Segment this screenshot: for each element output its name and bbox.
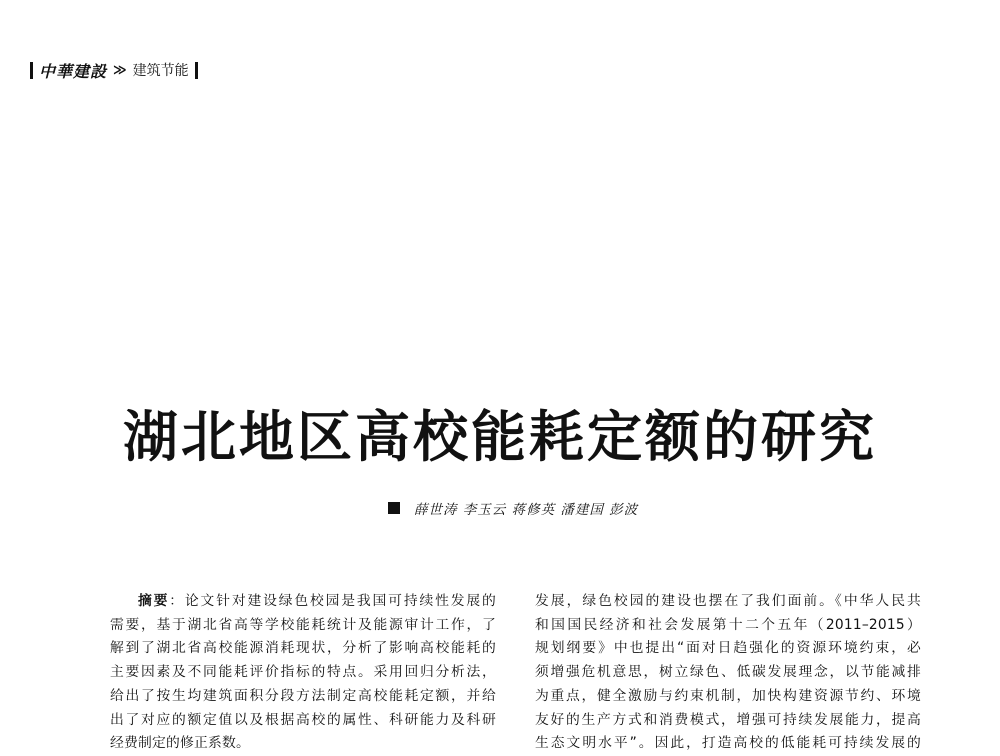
author-bullet-icon bbox=[388, 502, 400, 514]
abstract-text-1: ：论文针对建设绿色校园是我国可持续性发展的 bbox=[169, 593, 496, 609]
body-line-2: 和国国民经济和社会发展第十二个五年（2011–2015） bbox=[535, 616, 921, 633]
body-line-6: 友好的生产方式和消费模式，增强可持续发展能力，提高 bbox=[535, 711, 921, 728]
author-line bbox=[388, 497, 638, 519]
abstract-line-1 bbox=[110, 590, 496, 614]
breadcrumb-separator: ≫ bbox=[113, 62, 127, 78]
body-column-right bbox=[535, 590, 921, 756]
abstract-line-5: 给出了按生均建筑面积分段方法制定高校能耗定额，并给 bbox=[110, 687, 496, 704]
body-line-3: 规划纲要》中也提出“面对日趋强化的资源环境约束，必 bbox=[535, 640, 921, 657]
header-bar-left bbox=[30, 62, 33, 79]
body-line-5: 为重点，健全激励与约束机制，加快构建资源节约、环境 bbox=[535, 687, 921, 704]
body-line-1: 发展，绿色校园的建设也摆在了我们面前。《中华人民共 bbox=[535, 593, 921, 609]
article-title: 湖北地区高校能耗定额的研究 bbox=[122, 405, 877, 469]
body-line-4: 须增强危机意思，树立绿色、低碳发展理念，以节能减排 bbox=[535, 664, 921, 681]
abstract-line-2: 需要，基于湖北省高等学校能耗统计及能源审计工作，了 bbox=[110, 616, 496, 633]
abstract-line-6: 出了对应的额定值以及根据高校的属性、科研能力及科研 bbox=[110, 711, 496, 728]
journal-header bbox=[30, 58, 198, 82]
section-name: 建筑节能 bbox=[132, 63, 189, 79]
abstract-line-7: 经费制定的修正系数。 bbox=[110, 735, 250, 752]
author-names: 薛世涛 李玉云 蒋修英 潘建国 彭波 bbox=[414, 502, 639, 518]
abstract-line-3: 解到了湖北省高校能源消耗现状，分析了影响高校能耗的 bbox=[110, 640, 496, 657]
abstract-column bbox=[110, 590, 496, 756]
abstract-line-4: 主要因素及不同能耗评价指标的特点。采用回归分析法， bbox=[110, 664, 496, 681]
journal-brand: 中華建設 bbox=[39, 61, 108, 81]
header-bar-right bbox=[195, 62, 198, 79]
abstract-label: 摘要 bbox=[138, 593, 170, 609]
body-line-7: 生态文明水平”。因此，打造高校的低能耗可持续发展的 bbox=[535, 735, 921, 752]
